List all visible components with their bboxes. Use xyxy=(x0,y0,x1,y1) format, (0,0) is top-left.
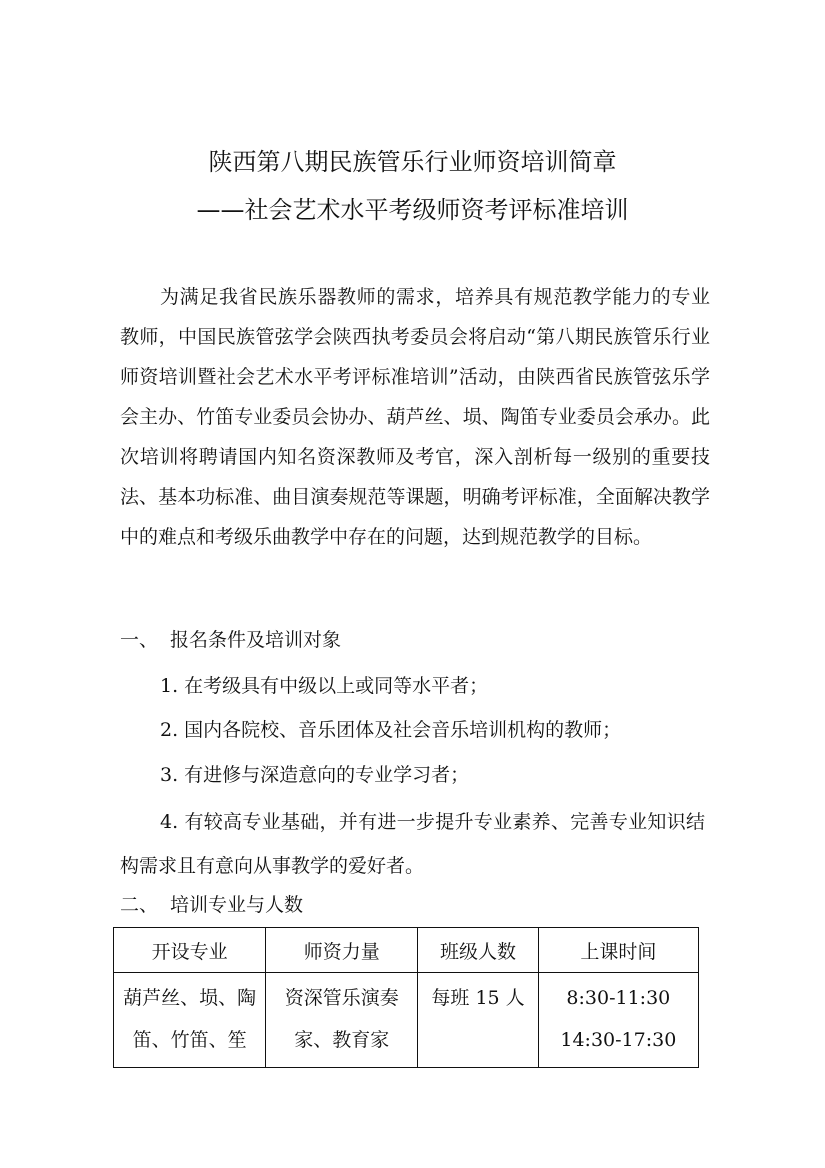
list-item: 3. 有进修与深造意向的专业学习者； xyxy=(160,764,470,786)
header-major: 开设专业 xyxy=(114,928,266,973)
time-afternoon: 14:30-17:30 xyxy=(560,1029,677,1051)
teachers-text: 资深管乐演奏家、教育家 xyxy=(284,987,399,1051)
section-heading-eligibility xyxy=(120,620,341,660)
cell-class-size: 每班 15 人 xyxy=(418,973,538,1068)
section-heading-majors xyxy=(120,885,303,925)
section-title: 报名条件及培训对象 xyxy=(170,629,342,651)
list-item: 1. 在考级具有中级以上或同等水平者； xyxy=(160,675,489,697)
cell-teachers xyxy=(266,973,418,1068)
section-number: 一、 xyxy=(120,629,159,651)
table-row xyxy=(114,973,699,1068)
list-item: 4. 有较高专业基础，并有进一步提升专业素养、完善专业知识结构需求且有意向从事教学的爱好者。 xyxy=(120,811,705,877)
course-table xyxy=(113,927,699,1068)
list-item: 2. 国内各院校、音乐团体及社会音乐培训机构的教师； xyxy=(160,719,622,741)
header-class-time: 上课时间 xyxy=(538,928,698,973)
section-number: 二、 xyxy=(120,894,159,916)
time-morning: 8:30-11:30 xyxy=(566,987,671,1009)
document-subtitle: ——社会艺术水平考级师资考评标准培训 xyxy=(196,196,629,224)
cell-class-time xyxy=(538,973,698,1068)
section-title: 培训专业与人数 xyxy=(170,894,304,916)
document-title: 陕西第八期民族管乐行业师资培训简章 xyxy=(208,148,617,176)
header-class-size: 班级人数 xyxy=(418,928,538,973)
cell-major xyxy=(114,973,266,1068)
major-text: 葫芦丝、埙、陶笛、竹笛、笙 xyxy=(123,987,257,1051)
table-header-row xyxy=(114,928,699,973)
header-teachers: 师资力量 xyxy=(266,928,418,973)
intro-paragraph: 为满足我省民族乐器教师的需求，培养具有规范教学能力的专业教师，中国民族管弦学会陕西执考委员会将启动“第八期民族管乐行业师资培训暨社会艺术水平考评标准培训”活动，由陕西省民族管弦乐学会主办、竹笛专业委员会协办、葫芦丝、埙、陶笛专业委员会承办。此次培训将聘请国内知名资深教师及考官，深入剖析每一级别的重要技法、基本功标准、曲目演奏规范等课题，明确考评标准，全面解决教学中的难点和考级乐曲教学中存在的问题，达到规范教学的目标。 xyxy=(120,286,710,548)
